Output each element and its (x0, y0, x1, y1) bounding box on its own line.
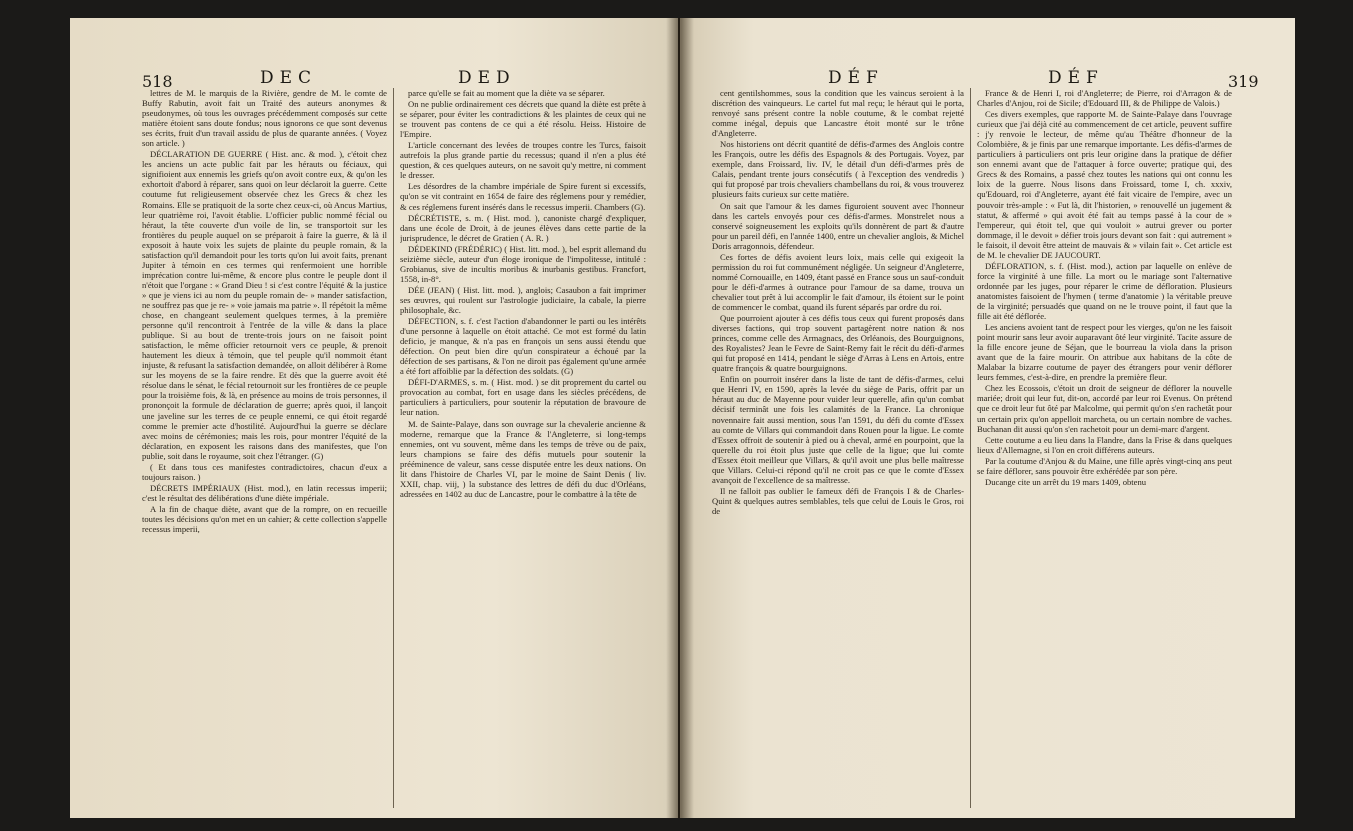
paragraph: M. de Sainte-Palaye, dans son ouvrage sur la chevalerie ancienne & moderne, remarque que la France & l'Angleterre, si long-temps ennemies, ont vu souvent, même dans les temps de trève ou de paix, leurs champions se faire des défis mutuels pour soutenir la prééminence de valeur, sans cesse disputée entre les deux nations. On lit dans l'histoire de Charles VI, par le moine de Saint Denis ( liv. XXII, chap. viij, ) la substance des lettres de défi du duc d'Orléans, adressées en 1402 au duc de Lancastre, pour le combattre à la tête de (400, 418, 646, 499)
paragraph: Chez les Ecossois, c'étoit un droit de seigneur de déflorer la nouvelle mariée; droit qui leur fut, dit-on, accordé par leur roi Evenus. On prétend que ce droit leur fut ôté par Malcolme, qui permit qu'on s'en rachetât pour un certain prix qu'on appelloit marcheta, ou un certain nombre de vaches. Buchanan dit aussi qu'on s'en rachetoit pour un demi-marc d'argent. (977, 383, 1232, 434)
left-page (70, 18, 678, 818)
book-spread (70, 18, 1295, 818)
paragraph: Ces divers exemples, que rapporte M. de Sainte-Palaye dans l'ouvrage curieux que j'ai déjà cité au commencement de cet article, peuvent suffire : j'y renvoie le lecteur, de même qu'au Théâtre d'honneur de la Colombière, & je finis par une remarque importante. Les défis-d'armes de particuliers à particuliers ont pris leur origine dans la pratique de défier son ennemi avant que de l'attaquer à force ouverte; pratique qui, des Grecs & des Romains, a passé chez toutes les nations qui ont connu les loix de la guerre. Nous lisons dans Froissard, tome I, ch. xxxiv, qu'Edouard, roi d'Angleterre, ayant été fait vicaire de l'empire, avec un pouvoir très-ample : « Fut là, dit l'historien, » renouvellé un jugement & statut, & affermé » qui avoit été fait au temps passé à la cour de » l'empereur, qui étoit tel, que qui vouloit » autrui grever ou porter dommage, il le devoit » défier trois jours devant son fait : qui autrement » le faisoit, il devoit être atteint de mauvais & » vilain fait ». Cet article est de M. le chevalier DE JAUCOURT. (977, 109, 1232, 260)
book-gutter (666, 18, 694, 818)
left-column-2 (400, 88, 646, 808)
paragraph: Que pourroient ajouter à ces défis tous ceux qui furent proposés dans diverses factions, qui trop souvent partagèrent notre nation & nos princes, comme celle des Armagnacs, des Orléanois, des Bourguignons, des Royalistes? Jean le Fevre de Saint-Remy fait le récit du défi-d'armes qui fut proposé en 1414, pendant le siège d'Arras à Lens en Artois, entre quatre françois & quatre bourguignons. (712, 313, 964, 374)
paragraph: Par la coutume d'Anjou & du Maine, une fille après vingt-cinq ans peut se faire déflorer, sans pouvoir être exhérédée par son père. (977, 455, 1232, 476)
left-column-1 (142, 88, 387, 808)
left-page-number: 518 (142, 72, 173, 91)
paragraph: Les désordres de la chambre impériale de Spire furent si excessifs, qu'on se vit contraint en 1654 de faire des réglemens pour y remédier, & ces réglemens furent insérés dans le recessus imperii. Chambers (G). (400, 181, 646, 212)
paragraph: parce qu'elle se fait au moment que la diète va se séparer. (408, 88, 605, 98)
paragraph: DÉCRETS IMPÉRIAUX (Hist. mod.), en latin recessus imperii; c'est le résultat des délibérations d'une diète impériale. (142, 482, 387, 503)
right-column-2 (977, 88, 1232, 808)
paragraph: Les anciens avoient tant de respect pour les vierges, qu'on ne les faisoit point mourir sans leur avoir auparavant ôté leur virginité. Tacite assure de la fille encore jeune de Séjan, que le bourreau la viola dans la prison avant que de la faire mourir. On attribue aux habitans de la côte de Malabar la bizarre coutume de payer des étrangers pour venir déflorer leurs femmes, c'est-à-dire, en prendre la première fleur. (977, 322, 1232, 383)
paragraph: lettres de M. le marquis de la Rivière, gendre de M. le comte de Buffy Rabutin, avoit fait un Traité des auteurs anonymes & pseudonymes, où tous les ouvrages précédemment composés sur cette matière étoient sans doute fondus; nous ignorons ce que sont devenus ses écrits, fruit d'un travail assidu de plus de quarante années. ( Voyez son article. ) (142, 88, 387, 149)
paragraph: cent gentilshommes, sous la condition que les vaincus seroient à la discrétion des vainqueurs. Le cartel fut mal reçu; le héraut qui le porta, renvoyé sans présent contre la noble coutume, & le combat rejetté comme inégal, depuis que Lancastre étoit monté sur le trône d'Angleterre. (712, 88, 964, 139)
paragraph: ( Et dans tous ces manifestes contradictoires, chacun d'eux a toujours raison. ) (142, 461, 387, 482)
paragraph: DÉCLARATION DE GUERRE ( Hist. anc. & mod. ), c'étoit chez les anciens un acte public fait par les hérauts ou féciaux, qui signifioient aux ennemis les griefs qu'on avoit contre eux, & qu'on les exhortoit d'abord à réparer, sans quoi on leur déclaroit la guerre. Cette coutume fut religieusement observée chez les Grecs & chez les Romains. Elle se pratiquoit de la sorte chez ceux-ci, où Ancus Martius, leur quatrième roi, l'avoit établie. L'officier public nommé fécial ou héraut, la tête couverte d'un voile de lin, se transportoit sur les frontières du peuple auquel on se préparoit à faire la guerre, & là il exposoit à haute voix les sujets de plainte du peuple romain, & la satisfaction qu'il demandoit pour les torts qu'on lui avoit faits, prenant Jupiter à témoin en ces termes qui renfermoient une horrible imprécation contre lui-même, & encore plus contre le peuple dont il n'étoit que l'organe : « Grand Dieu ! si c'est contre l'équité & la justice » que je viens ici au nom du peuple romain de- » mander satisfaction, ne souffrez pas que je re- » voie jamais ma patrie ». Il répétoit la même chose, en changeant seulement quelques termes, à la première personne qu'il rencontroit à l'entrée de la ville & dans la place publique. Si au bout de trente-trois jours on ne faisoit point satisfaction, le même officier retournoit vers ce peuple, & prenoit hautement les dieux à témoin, que tel peuple qu'il nommoit étant injuste, & refusant la satisfaction demandée, on alloit délibérer à Rome sur les moyens de se la faire rendre. Et dès que la guerre avoit été résolue dans le sénat, le fécial retournoit sur les frontières de ce peuple pour la troisième fois, & là, en présence au moins de trois personnes, il prononçoit la formule de déclaration de guerre; après quoi, il lançoit une javeline sur les terres de ce peuple ennemi, ce qui étoit regardé comme le premier acte d'hostilité. Aujourd'hui la guerre se déclare avec moins de cérémonies; mais les rois, pour montrer l'équité de la déclaration, en exposent les raisons dans des manifestes, que l'on publie, soit dans le royaume, soit chez l'étranger. (G) (142, 149, 387, 461)
paragraph: DÉFECTION, s. f. c'est l'action d'abandonner le parti ou les intérêts d'une personne à laquelle on étoit attaché. Ce mot est formé du latin deficio, je manque, & n'a pas en françois un sens aussi étendu que défection. On peut bien dire qu'un conspirateur a échoué par la défection de ses partisans, & l'on ne diroit pas également qu'une armée a été fort affoiblie par la défection des soldats. (G) (400, 316, 646, 377)
left-header-word-1: DEC (260, 68, 318, 88)
left-header-word-2: DED (458, 68, 516, 88)
column-divider (970, 88, 971, 808)
paragraph: DÉFI-D'ARMES, s. m. ( Hist. mod. ) se dit proprement du cartel ou provocation au combat, fort en usage dans les siècles précédens, de particuliers à particuliers, pour soutenir la réputation de bravoure de leur nation. (400, 377, 646, 418)
right-page (680, 18, 1295, 818)
paragraph: DÉE (JEAN) ( Hist. litt. mod. ), anglois; Casaubon a fait imprimer ses œuvres, qui roulent sur l'astrologie judiciaire, la cabale, la pierre philosophale, &c. (400, 284, 646, 315)
paragraph: Ducange cite un arrêt du 19 mars 1409, obtenu (985, 476, 1147, 487)
right-column-1 (712, 88, 964, 808)
paragraph: DÉCRÉTISTE, s. m. ( Hist. mod. ), canoniste chargé d'expliquer, dans une école de Droit, à de jeunes élèves dans cette partie de la jurisprudence, le décret de Gratien ( A. R. ) (400, 212, 646, 243)
paragraph: DÉDEKIND (FRÉDÉRIC) ( Hist. litt. mod. ), bel esprit allemand du seizième siècle, auteur d'un éloge ironique de l'impolitesse, intitulé : Grobianus, sive de incultis moribus & inurbanis gestibus. Francfort, 1558, in-8°. (400, 243, 646, 284)
paragraph: On sait que l'amour & les dames figuroient souvent avec l'honneur dans les cartels envoyés pour ces défis-d'armes. Monstrelet nous a conservé soigneusement les exploits qu'ils donnèrent de part & d'autre pour un pareil défi, en l'année 1400, entre un chevalier anglois, & Michel Doris arragonnois, défendeur. (712, 200, 964, 251)
paragraph: On ne publie ordinairement ces décrets que quand la diète est prête à se séparer, pour éviter les contradictions & les plaintes de ceux qui ne se trouvent pas contens de ce qui a été résolu. Heiss. Histoire de l'Empire. (400, 99, 646, 140)
right-header-word-2: DÉF (1048, 68, 1104, 88)
paragraph: L'article concernant des levées de troupes contre les Turcs, faisoit autrefois la plus grande partie du recessus; quand il n'en a plus été question, & ces quelques auteurs, on ne savoit qu'y mettre, ni comment le dresser. (400, 140, 646, 181)
paragraph: Cette coutume a eu lieu dans la Flandre, dans la Frise & dans quelques lieux d'Allemagne, si l'on en croit différens auteurs. (977, 434, 1232, 455)
right-header-word-1: DÉF (828, 68, 884, 88)
paragraph: Nos historiens ont décrit quantité de défis-d'armes des Anglois contre les François, outre les défis des Espagnols & des Portugais. Voyez, par exemple, dans Froissard, liv. IV, le détail d'un défi-d'armes près de Calais, pendant trente jours consécutifs ( à l'exception des vendredis ) qui fut proposé par trois chevaliers chambellans du roi, & vous trouverez plusieurs faits curieux sur cette matière. (712, 139, 964, 200)
paragraph: France & de Henri I, roi d'Angleterre; de Pierre, roi d'Arragon & de Charles d'Anjou, roi de Sicile; d'Edouard III, & de Philippe de Valois.) (977, 88, 1232, 109)
paragraph: A la fin de chaque diète, avant que de la rompre, on en recueille toutes les décisions qu'on met en un cahier; & cette collection s'appelle recessus imperii, (142, 503, 387, 535)
right-page-number: 319 (1228, 72, 1259, 91)
paragraph: Il ne falloit pas oublier le fameux défi de François I & de Charles-Quint & quelques autres semblables, tels que celui de Louis le Gros, roi de (712, 485, 964, 516)
paragraph: Enfin on pourroit insérer dans la liste de tant de défis-d'armes, celui que Henri IV, en 1590, après la levée du siège de Paris, offrit par un héraut au duc de Mayenne pour vuider leur querelle, afin qu'un combat décisif terminât une fois les calamités de la France. La chronique novennaire fait aussi mention, sous l'an 1591, du défi du comte d'Essex au comte de Villars qui commandoit dans Rouen pour la ligue. Le comte d'Essex offroit de soutenir à pied ou à cheval, armé en pourpoint, que la querelle du roi étoit plus juste que celle de la ligue; que lui comte d'Essex étoit meilleur que Villars, & qu'il avoit une plus belle maîtresse que Villars. Celui-ci répond qu'il ne croit pas ce que le comte d'Essex avançoit de l'excellence de sa maîtresse. (712, 374, 964, 485)
paragraph: Ces fortes de défis avoient leurs loix, mais celle qui exigeoit la permission du roi fut communément négligée. Un seigneur d'Angleterre, nommé Cornouaille, en 1409, étant passé en France sous un sauf-conduit pour le défi-d'armes à outrance pour l'amour de sa dame, trouva un chevalier tout prêt à lui accomplir le fait d'amour, ils étoient sur le point de commencer le combat, quand ils furent séparés par ordre du roi. (712, 251, 964, 312)
paragraph: DÉFLORATION, s. f. (Hist. mod.), action par laquelle on enlève de force la virginité à une fille. La mort ou le mariage sont l'alternative ordonnée par les juges, pour réparer le crime de défloration. Plusieurs anatomistes faisoient de l'hymen ( terme d'anatomie ) la véritable preuve de la virginité; persuadés que quand on ne le trouve point, il faut que la fille ait été déflorée. (977, 260, 1232, 322)
column-divider (393, 88, 394, 808)
